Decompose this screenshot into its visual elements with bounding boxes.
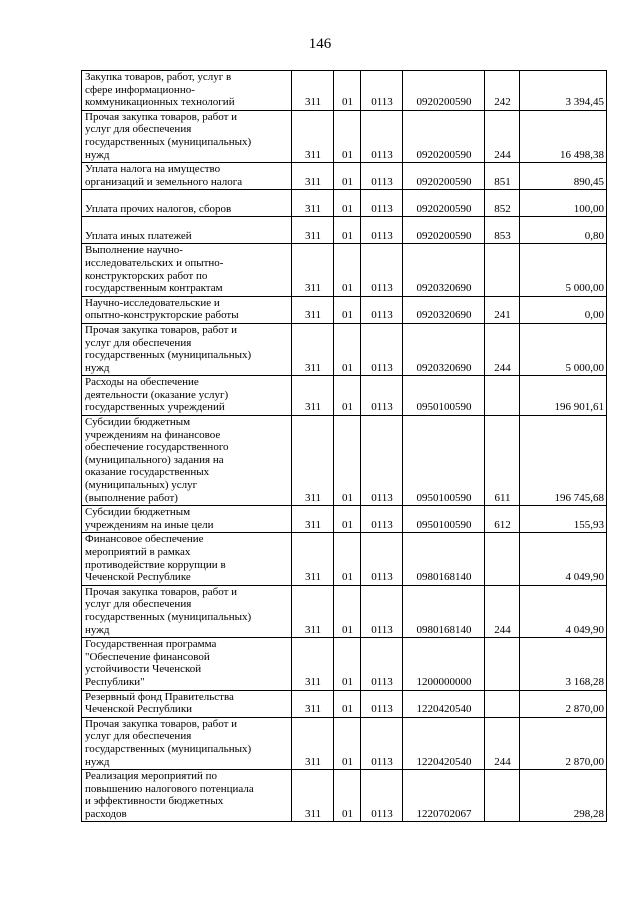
target-article-code: 0980168140 [403, 533, 485, 585]
table-row [82, 770, 607, 822]
table-row [82, 71, 607, 111]
amount: 298,28 [520, 770, 607, 822]
amount: 5 000,00 [520, 244, 607, 296]
target-article-code: 0950100590 [403, 416, 485, 506]
amount: 890,45 [520, 163, 607, 190]
amount: 155,93 [520, 506, 607, 533]
ministry-code: 311 [292, 770, 334, 822]
expense-type-code [485, 244, 520, 296]
expense-type-code: 244 [485, 110, 520, 162]
row-name: Резервный фонд Правительства Чеченской Республики [82, 690, 292, 717]
subsection-code: 0113 [361, 190, 403, 217]
row-name: Финансовое обеспечение мероприятий в рамках противодействие коррупции в Чеченской Республике [82, 533, 292, 585]
subsection-code: 0113 [361, 244, 403, 296]
expense-type-code [485, 690, 520, 717]
row-name: Прочая закупка товаров, работ и услуг для обеспечения государственных (муниципальных) нужд [82, 717, 292, 769]
expense-type-code: 244 [485, 717, 520, 769]
ministry-code: 311 [292, 323, 334, 375]
expense-type-code: 241 [485, 296, 520, 323]
ministry-code: 311 [292, 190, 334, 217]
expense-type-code: 611 [485, 416, 520, 506]
target-article-code: 0950100590 [403, 376, 485, 416]
subsection-code: 0113 [361, 717, 403, 769]
section-code: 01 [334, 244, 361, 296]
amount: 16 498,38 [520, 110, 607, 162]
amount: 196 901,61 [520, 376, 607, 416]
target-article-code: 0920320690 [403, 244, 485, 296]
row-name: Уплата прочих налогов, сборов [82, 190, 292, 217]
section-code: 01 [334, 533, 361, 585]
section-code: 01 [334, 163, 361, 190]
subsection-code: 0113 [361, 690, 403, 717]
table-row [82, 506, 607, 533]
target-article-code: 0920320690 [403, 323, 485, 375]
target-article-code: 0920200590 [403, 110, 485, 162]
ministry-code: 311 [292, 533, 334, 585]
table-row [82, 296, 607, 323]
ministry-code: 311 [292, 163, 334, 190]
amount: 196 745,68 [520, 416, 607, 506]
amount: 0,80 [520, 217, 607, 244]
section-code: 01 [334, 190, 361, 217]
amount: 4 049,90 [520, 533, 607, 585]
subsection-code: 0113 [361, 163, 403, 190]
expense-type-code: 244 [485, 585, 520, 637]
subsection-code: 0113 [361, 71, 403, 111]
target-article-code: 0920200590 [403, 163, 485, 190]
row-name: Реализация мероприятий по повышению налогового потенциала и эффективности бюджетных расходов [82, 770, 292, 822]
section-code: 01 [334, 110, 361, 162]
section-code: 01 [334, 376, 361, 416]
expense-type-code [485, 533, 520, 585]
expense-type-code: 852 [485, 190, 520, 217]
ministry-code: 311 [292, 71, 334, 111]
expense-type-code: 612 [485, 506, 520, 533]
target-article-code: 1200000000 [403, 638, 485, 690]
subsection-code: 0113 [361, 533, 403, 585]
table-row [82, 585, 607, 637]
ministry-code: 311 [292, 296, 334, 323]
target-article-code: 0920200590 [403, 217, 485, 244]
table-row [82, 163, 607, 190]
table-row [82, 416, 607, 506]
amount: 0,00 [520, 296, 607, 323]
row-name: Прочая закупка товаров, работ и услуг для обеспечения государственных (муниципальных) нужд [82, 585, 292, 637]
table-row [82, 323, 607, 375]
table-row [82, 244, 607, 296]
subsection-code: 0113 [361, 416, 403, 506]
row-name: Расходы на обеспечение деятельности (оказание услуг) государственных учреждений [82, 376, 292, 416]
subsection-code: 0113 [361, 217, 403, 244]
ministry-code: 311 [292, 638, 334, 690]
section-code: 01 [334, 770, 361, 822]
expense-type-code: 242 [485, 71, 520, 111]
row-name: Прочая закупка товаров, работ и услуг для обеспечения государственных (муниципальных) нужд [82, 110, 292, 162]
table-row [82, 190, 607, 217]
amount: 100,00 [520, 190, 607, 217]
table-row [82, 376, 607, 416]
subsection-code: 0113 [361, 376, 403, 416]
subsection-code: 0113 [361, 296, 403, 323]
budget-table-body [82, 71, 607, 822]
amount: 5 000,00 [520, 323, 607, 375]
budget-table [81, 70, 607, 822]
expense-type-code [485, 770, 520, 822]
row-name: Прочая закупка товаров, работ и услуг для обеспечения государственных (муниципальных) нужд [82, 323, 292, 375]
target-article-code: 0920200590 [403, 190, 485, 217]
section-code: 01 [334, 690, 361, 717]
subsection-code: 0113 [361, 585, 403, 637]
expense-type-code: 244 [485, 323, 520, 375]
row-name: Выполнение научно- исследовательских и опытно- конструкторских работ по государственным контрактам [82, 244, 292, 296]
subsection-code: 0113 [361, 110, 403, 162]
section-code: 01 [334, 585, 361, 637]
ministry-code: 311 [292, 376, 334, 416]
table-row [82, 533, 607, 585]
section-code: 01 [334, 638, 361, 690]
table-row [82, 110, 607, 162]
subsection-code: 0113 [361, 323, 403, 375]
table-row [82, 717, 607, 769]
ministry-code: 311 [292, 416, 334, 506]
section-code: 01 [334, 416, 361, 506]
target-article-code: 1220420540 [403, 690, 485, 717]
expense-type-code [485, 376, 520, 416]
row-name: Субсидии бюджетным учреждениям на иные цели [82, 506, 292, 533]
section-code: 01 [334, 71, 361, 111]
amount: 3 394,45 [520, 71, 607, 111]
table-row [82, 217, 607, 244]
target-article-code: 0920200590 [403, 71, 485, 111]
row-name: Закупка товаров, работ, услуг в сфере информационно- коммуникационных технологий [82, 71, 292, 111]
row-name: Научно-исследовательские и опытно-конструкторские работы [82, 296, 292, 323]
ministry-code: 311 [292, 110, 334, 162]
ministry-code: 311 [292, 506, 334, 533]
row-name: Субсидии бюджетным учреждениям на финансовое обеспечение государственного (муниципального) задания на оказание государственных (муниципальных) услуг (выполнение работ) [82, 416, 292, 506]
section-code: 01 [334, 217, 361, 244]
amount: 2 870,00 [520, 690, 607, 717]
amount: 2 870,00 [520, 717, 607, 769]
section-code: 01 [334, 323, 361, 375]
ministry-code: 311 [292, 585, 334, 637]
row-name: Уплата налога на имущество организаций и земельного налога [82, 163, 292, 190]
ministry-code: 311 [292, 217, 334, 244]
ministry-code: 311 [292, 244, 334, 296]
target-article-code: 0980168140 [403, 585, 485, 637]
amount: 3 168,28 [520, 638, 607, 690]
table-row [82, 638, 607, 690]
target-article-code: 0920320690 [403, 296, 485, 323]
amount: 4 049,90 [520, 585, 607, 637]
row-name: Государственная программа "Обеспечение финансовой устойчивости Чеченской Республики" [82, 638, 292, 690]
target-article-code: 0950100590 [403, 506, 485, 533]
table-row [82, 690, 607, 717]
row-name: Уплата иных платежей [82, 217, 292, 244]
subsection-code: 0113 [361, 638, 403, 690]
target-article-code: 1220702067 [403, 770, 485, 822]
page-number: 146 [308, 36, 332, 52]
ministry-code: 311 [292, 690, 334, 717]
subsection-code: 0113 [361, 770, 403, 822]
section-code: 01 [334, 506, 361, 533]
section-code: 01 [334, 296, 361, 323]
target-article-code: 1220420540 [403, 717, 485, 769]
expense-type-code: 851 [485, 163, 520, 190]
ministry-code: 311 [292, 717, 334, 769]
expense-type-code: 853 [485, 217, 520, 244]
expense-type-code [485, 638, 520, 690]
section-code: 01 [334, 717, 361, 769]
subsection-code: 0113 [361, 506, 403, 533]
